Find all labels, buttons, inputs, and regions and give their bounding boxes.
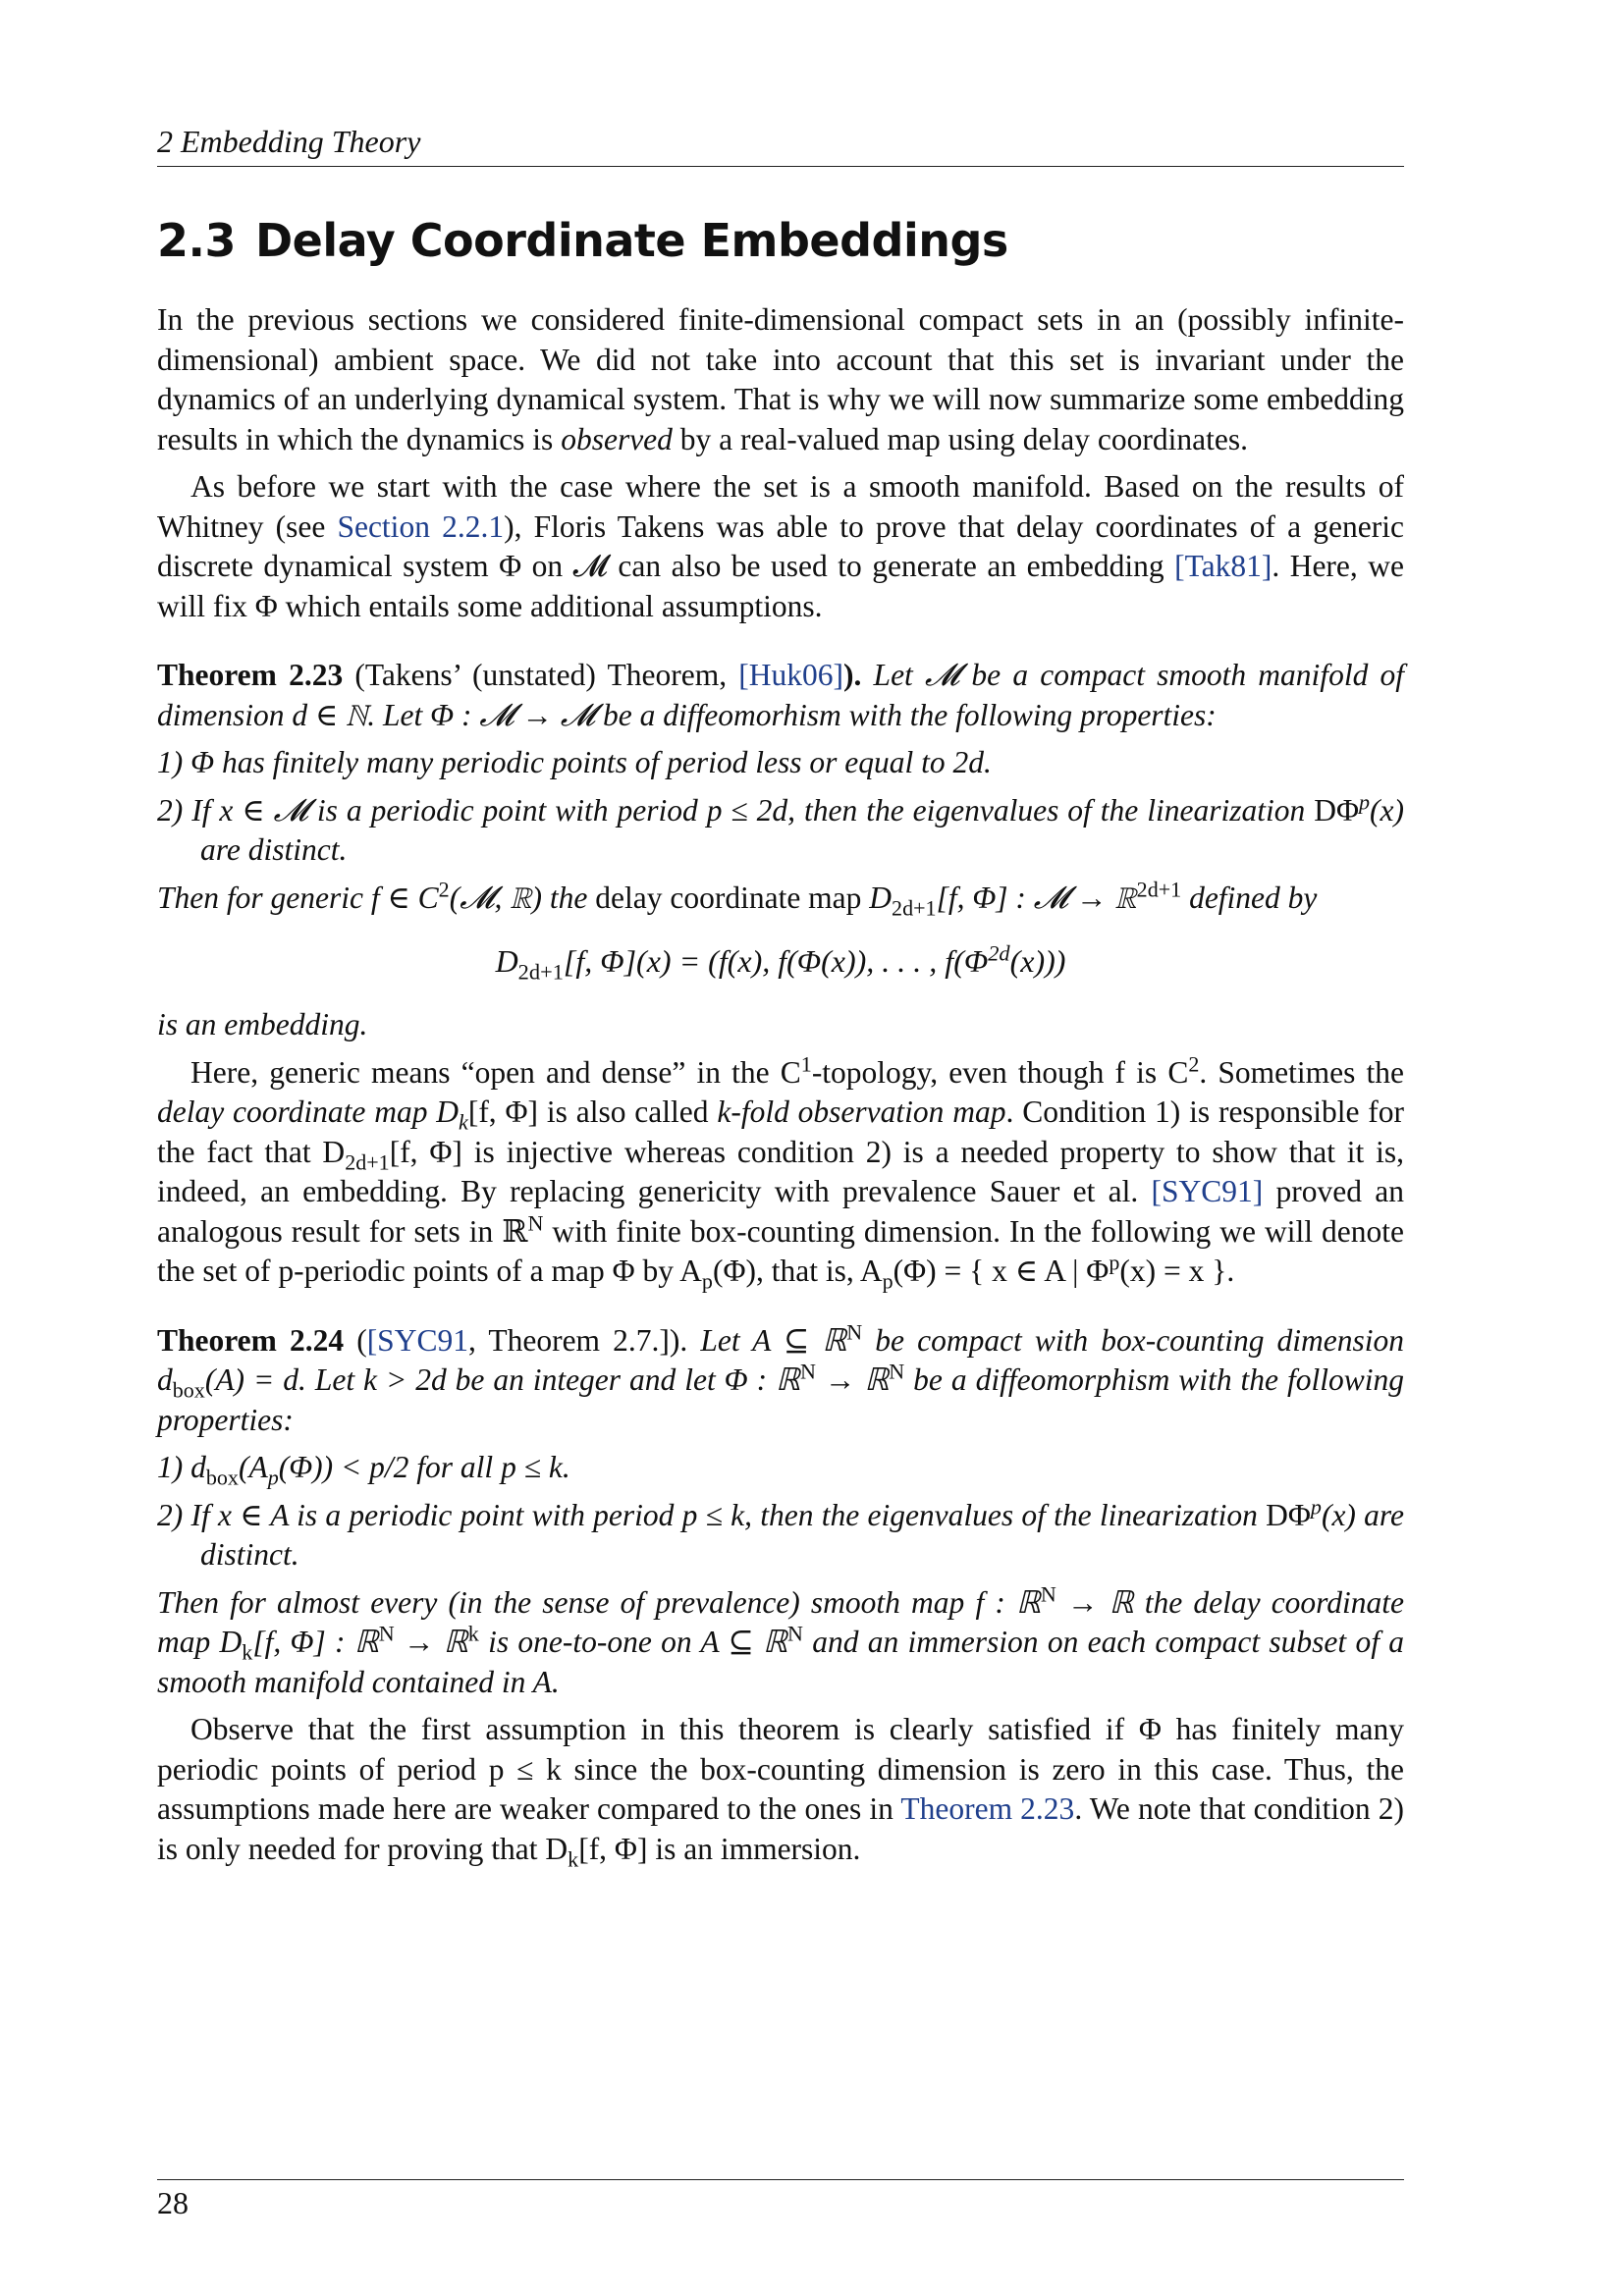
theorem-2-23 [157, 656, 1404, 1045]
theorem-2-23-label: Theorem 2.23 [157, 658, 344, 693]
delay-coordinate-equation: $D_{2d+1}[f$, Φ](x) = (f(x), f(Φ(x)), . . . , $f(\Phi^{2d}(x))$) [495, 940, 1066, 985]
link-section-2-2-1[interactable]: Section 2.2.1 [337, 508, 505, 544]
theorem-2-23-condition-1: 1) Φ has finitely many periodic points of period less or equal to 2d. [157, 745, 992, 780]
page-content [157, 123, 1405, 1872]
footer-rule [157, 2179, 1404, 2180]
running-head: 2 Embedding Theory [157, 123, 1404, 167]
theorem-2-23-end: is an embedding. [157, 1007, 368, 1042]
page-number: 28 [157, 2185, 189, 2220]
paragraph-generic: Here, generic means “open and dense” in the $C^1$-topology, even though f is $C^2$. Sometimes the delay coordinate map $D_k[f$, Φ] is also called k-fold observation map. Condition 1) is responsible for the fact that $D_{2d+1}[f$, Φ] is injective whereas condition 2) is a needed property to show that it is, indeed, an embedding. By replacing genericity with prevalence Sauer et al. [SYC91] proved an analogous result for sets in ℝ$^N$ with finite box-counting dimension. In the following we will denote the set of p-periodic points of a map Φ by $A_p(\Phi)$, that is, $A_p(\Phi)$ = { x ∈ A | $\Phi^p(x) = x$ }. [157, 1051, 1405, 1294]
paragraph-takens: As before we start with the case where the set is a smooth manifold. Based on the results of Whitney (see Section 2.2.1), Floris Takens was able to prove that delay coordinates of a generic discrete dynamical system Φ on 𝓜 can also be used to generate an embedding [Tak81]. Here, we will fix Φ which entails some additional assumptions. [157, 469, 1404, 623]
theorem-2-23-conclusion: Then for generic f ∈ $C^2(𝓜$, ℝ) the delay coordinate map $D_{2d+1}[f$, Φ] : 𝓜 → ℝ$^{2d+1}$ defined by [157, 877, 1318, 921]
theorem-2-23-condition-2: 2) If x ∈ 𝓜 is a periodic point with period p ≤ 2d, then the eigenvalues of the linearization $D\Phi^p(x)$ are distinct. [157, 789, 1404, 868]
theorem-2-24-label: Theorem 2.24 [157, 1322, 345, 1358]
section-heading [157, 214, 1404, 267]
section-title: Delay Coordinate Embeddings [255, 214, 1008, 268]
section-number: 2.3 [157, 214, 236, 268]
paragraph-observe: Observe that the first assumption in this theorem is clearly satisfied if Φ has finitely many periodic points of period p ≤ k since the box-counting dimension is zero in this case. Thus, the assumptions made here are weaker compared to the ones in Theorem 2.23. We note that condition 2) is only needed for proving that $D_k[f$, Φ] is an immersion. [157, 1712, 1404, 1872]
theorem-2-24-conclusion: Then for almost every (in the sense of prevalence) smooth map f : ℝ$^N$ → ℝ the delay coordinate map $D_k[f$, Φ] : ℝ$^N$ → ℝ$^k$ is one-to-one on A ⊆ ℝ$^N$ and an immersion on each compact subset of a smooth manifold contained in A. [157, 1581, 1404, 1699]
citation-syc91[interactable]: [SYC91] [1151, 1174, 1264, 1209]
citation-huk06[interactable]: [Huk06] [738, 658, 843, 693]
citation-tak81[interactable]: [Tak81] [1174, 549, 1272, 584]
theorem-2-23-statement: Theorem 2.23 (Takens’ (unstated) Theorem, [Huk06]). Let 𝓜 be a compact smooth manifold of dimension d ∈ ℕ. Let Φ : 𝓜 → 𝓜 be a diffeomorhism with the following properties: [157, 658, 1404, 732]
emphasis-observed: observed [561, 421, 673, 456]
theorem-2-24-condition-2: 2) If x ∈ A is a periodic point with period p ≤ k, then the eigenvalues of the linearization $D\Phi^p(x)$ are distinct. [157, 1494, 1404, 1573]
link-theorem-2-23[interactable]: Theorem 2.23 [900, 1791, 1075, 1827]
theorem-2-24-statement: Theorem 2.24 ([SYC91, Theorem 2.7.]). Let A ⊆ ℝ$^N$ be compact with box-counting dimension $d_{box}(A) = d$. Let k > 2d be an integer and let Φ : ℝ$^N$ → ℝ$^N$ be a diffeomorphism with the following properties: [157, 1319, 1405, 1437]
paragraph-intro: In the previous sections we considered finite-dimensional compact sets in an (possibly infinite-dimensional) ambient space. We did not take into account that this set is invariant under the dynamics of an underlying dynamical system. That is why we will now summarize some embedding results in which the dynamics is observed by a real-valued map using delay coordinates. [157, 302, 1404, 456]
citation-syc91-theorem[interactable]: [SYC91 [366, 1322, 468, 1358]
theorem-2-24-condition-1: 1) $d_{box}(A_p(\Phi)) < p/2$ for all p ≤ k. [157, 1450, 570, 1490]
theorem-2-24 [157, 1321, 1404, 1703]
